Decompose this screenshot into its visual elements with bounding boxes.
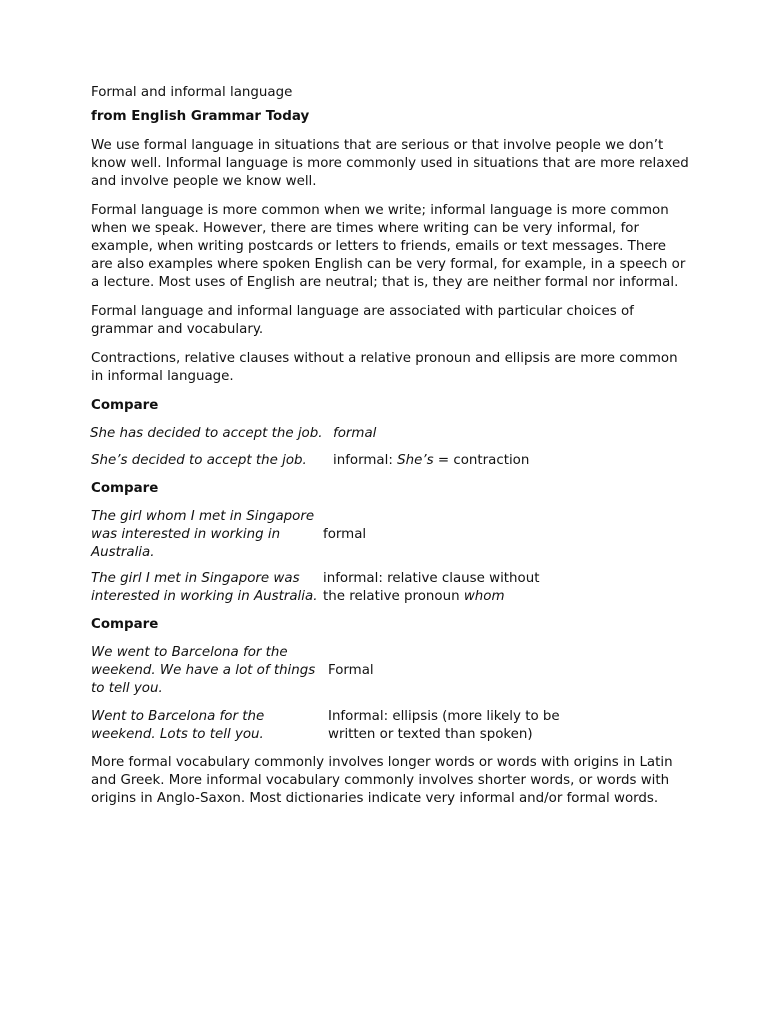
gloss-emphasis: She’s xyxy=(397,453,434,468)
gloss-rest: = contraction xyxy=(433,453,530,468)
paragraph-4: Contractions, relative clauses without a relative pronoun and ellipsis are more common in informal language. xyxy=(91,351,678,384)
paragraph-3: Formal language and informal language are associated with particular choices of grammar and vocabulary. xyxy=(91,304,634,337)
compare-heading: Compare xyxy=(91,617,159,632)
example-formal: We went to Barcelona for the weekend. We have a lot of things to tell you. xyxy=(91,645,316,696)
example-informal: The girl I met in Singapore was interested in working in Australia. xyxy=(91,571,318,604)
comparison-table-2 xyxy=(91,508,691,606)
gloss-formal xyxy=(328,662,568,680)
gloss-formal xyxy=(333,425,573,443)
document-title: Formal and informal language xyxy=(91,85,293,100)
compare-heading: Compare xyxy=(91,481,159,496)
gloss-informal xyxy=(323,570,563,606)
gloss-text: informal: relative clause without the relative pronoun xyxy=(323,571,540,604)
document-page xyxy=(91,84,691,819)
gloss-text: Informal: ellipsis (more likely to be written or texted than spoken) xyxy=(328,709,560,742)
document-source: from English Grammar Today xyxy=(91,109,310,124)
gloss-text: informal: xyxy=(333,453,398,468)
gloss-informal xyxy=(328,708,568,744)
example-formal: She has decided to accept the job. xyxy=(90,426,323,441)
comparison-table-3 xyxy=(91,644,691,744)
closing-paragraph: More formal vocabulary commonly involves longer words or words with origins in Latin and Greek. More informal vocabulary commonly involves shorter words, or words with origins in Anglo-Saxon. Most dictionaries indicate very informal and/or formal words. xyxy=(91,755,673,806)
compare-heading: Compare xyxy=(91,398,159,413)
gloss-text: formal xyxy=(323,527,367,542)
example-informal: She’s decided to accept the job. xyxy=(91,453,307,468)
comparison-table-1 xyxy=(91,425,691,470)
paragraph-1: We use formal language in situations that are serious or that involve people we don’t know well. Informal language is more commonly used in situations that are more relaxed and involve people we know well. xyxy=(91,138,689,189)
gloss-emphasis: formal xyxy=(333,426,377,441)
example-informal: Went to Barcelona for the weekend. Lots to tell you. xyxy=(91,709,265,742)
gloss-emphasis: whom xyxy=(463,589,505,604)
gloss-informal xyxy=(333,452,573,470)
gloss-text: Formal xyxy=(328,663,374,678)
paragraph-2: Formal language is more common when we write; informal language is more common when we speak. However, there are times where writing can be very informal, for example, when writing postcards or letters to friends, emails or text messages. There are also examples where spoken English can be very formal, for example, in a speech or a lecture. Most uses of English are neutral; that is, they are neither formal nor informal. xyxy=(91,203,686,290)
gloss-formal xyxy=(323,526,563,544)
example-formal: The girl whom I met in Singapore was interested in working in Australia. xyxy=(91,509,315,560)
